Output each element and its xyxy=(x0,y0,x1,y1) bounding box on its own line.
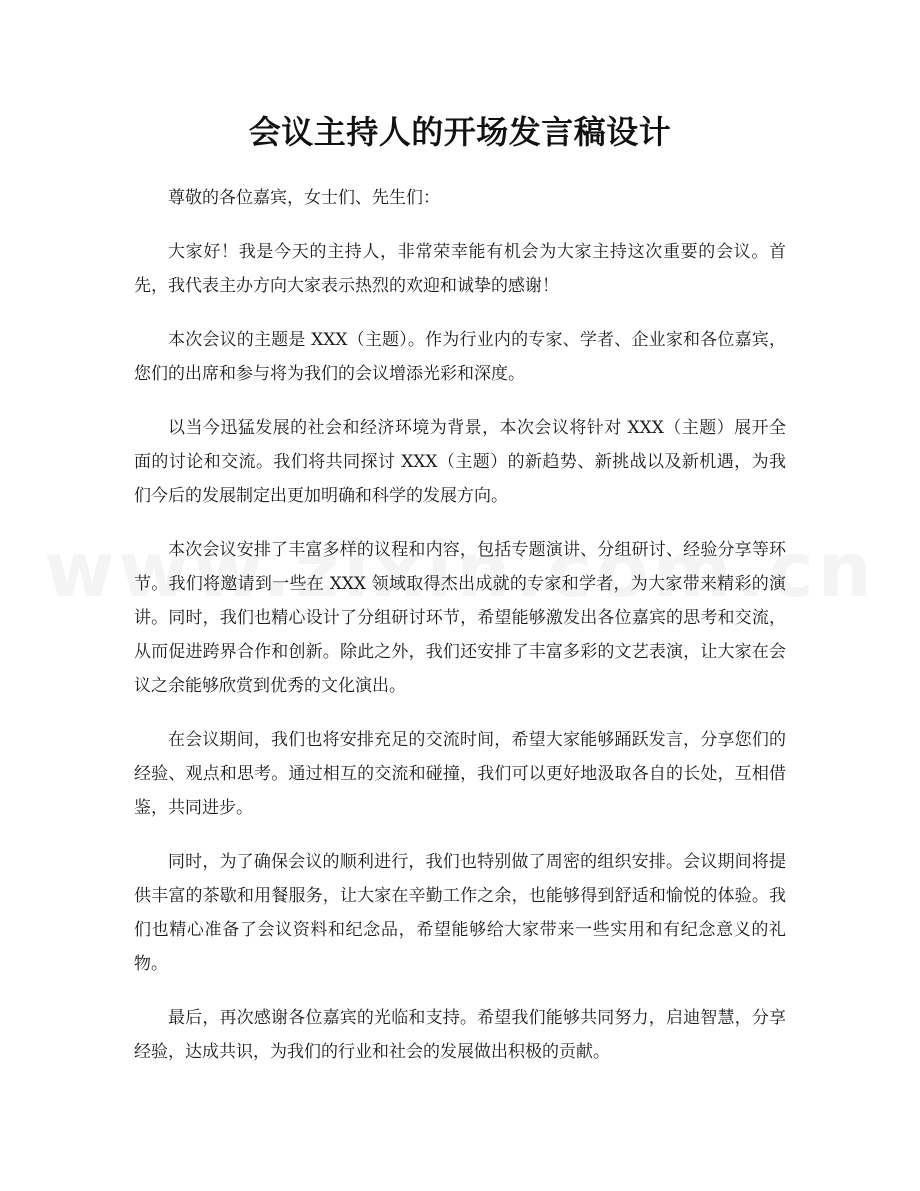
body-paragraph: 同时，为了确保会议的顺利进行，我们也特别做了周密的组织安排。会议期间将提供丰富的茶歇和用餐服务，让大家在辛勤工作之余，也能够得到舒适和愉悦的体验。我们也精心准备了会议资料和纪念品，希望能够给大家带来一些实用和有纪念意义的礼物。 xyxy=(134,852,786,974)
document-body xyxy=(134,181,786,1089)
greeting-paragraph: 尊敬的各位嘉宾，女士们、先生们： xyxy=(168,188,440,208)
body-paragraph: 大家好！我是今天的主持人，非常荣幸能有机会为大家主持这次重要的会议。首先，我代表主办方向大家表示热烈的欢迎和诚挚的感谢！ xyxy=(134,242,786,296)
body-paragraph: 本次会议安排了丰富多样的议程和内容，包括专题演讲、分组研讨、经验分享等环节。我们将邀请到一些在 XXX 领域取得杰出成就的专家和学者，为大家带来精彩的演讲。同时，我们也精心设计了分组研讨环节，希望能够激发出各位嘉宾的思考和交流，从而促进跨界合作和创新。除此之外，我们还安排了丰富多彩的文艺表演，让大家在会议之余能够欣赏到优秀的文化演出。 xyxy=(134,540,786,696)
body-paragraph: 以当今迅猛发展的社会和经济环境为背景，本次会议将针对 XXX（主题）展开全面的讨论和交流。我们将共同探讨 XXX（主题）的新趋势、新挑战以及新机遇，为我们今后的发展制定出更加明确和科学的发展方向。 xyxy=(134,418,786,506)
body-paragraph: 本次会议的主题是 XXX（主题）。作为行业内的专家、学者、企业家和各位嘉宾，您们的出席和参与将为我们的会议增添光彩和深度。 xyxy=(134,330,786,384)
body-paragraph: 最后，再次感谢各位嘉宾的光临和支持。希望我们能够共同努力，启迪智慧，分享经验，达成共识，为我们的行业和社会的发展做出积极的贡献。 xyxy=(134,1008,786,1062)
body-paragraph: 在会议期间，我们也将安排充足的交流时间，希望大家能够踊跃发言，分享您们的经验、观点和思考。通过相互的交流和碰撞，我们可以更好地汲取各自的长处，互相借鉴，共同进步。 xyxy=(134,730,786,818)
document-title: 会议主持人的开场发言稿设计 xyxy=(248,113,672,151)
